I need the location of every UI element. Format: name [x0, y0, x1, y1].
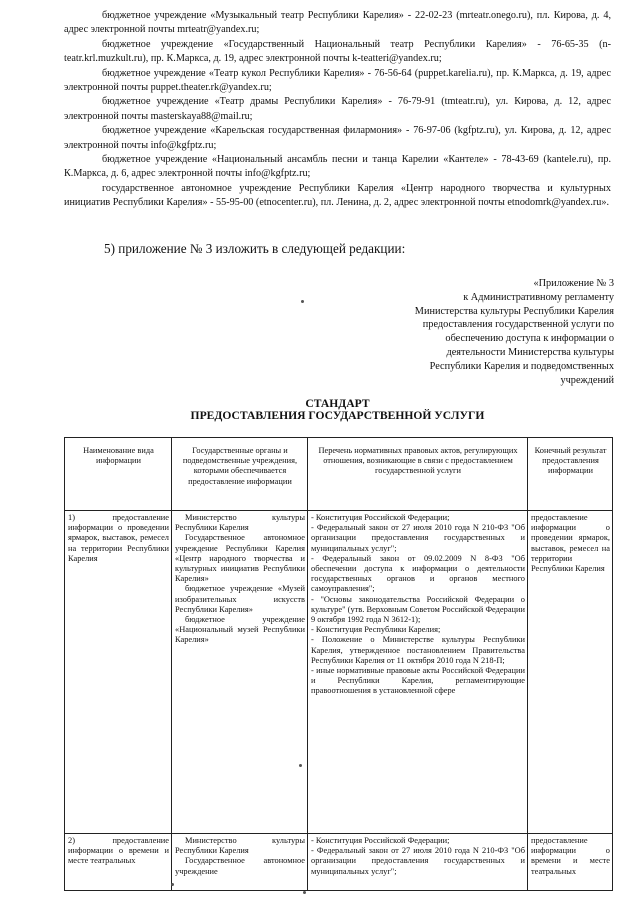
appendix-reference: [364, 277, 614, 387]
intro-paragraph: бюджетное учреждение «Национальный ансамбль песни и танца Карелии «Кантеле» - 78-43-69 (kantele.ru), пр. К.Маркса, д. 6, адрес электронной почты info@kgfptz.ru;: [64, 154, 611, 180]
intro-paragraph: бюджетное учреждение «Карельская государственная филармония» - 76-97-06 (kgfptz.ru), ул. Кирова, д. 12, адрес электронной почты info@kgfptz.ru;: [64, 125, 611, 151]
standard-table: [64, 437, 613, 891]
intro-paragraph: бюджетное учреждение «Театр драмы Республики Карелия» - 76-79-91 (tmteatr.ru), ул. Кирова, д. 12, адрес электронной почты masterskaya88@mail.ru;: [64, 96, 611, 122]
cell-legal-acts: [308, 511, 528, 834]
table-row: [65, 511, 613, 834]
intro-text: [64, 9, 611, 211]
organ-entry: бюджетное учреждение «Музей изобразительных искусств Республики Карелия»: [175, 584, 305, 614]
standard-subtitle-line: ПРЕДОСТАВЛЕНИЯ ГОСУДАРСТВЕННОЙ УСЛУГИ: [190, 409, 485, 423]
point-5-heading: 5) приложение № 3 изложить в следующей редакции:: [104, 241, 406, 256]
legal-act: - Конституция Российской Федерации;: [311, 836, 450, 845]
scan-speck: [171, 883, 174, 886]
header-info-type: Наименование вида информации: [65, 438, 172, 511]
scan-speck: [301, 300, 304, 303]
header-organs: Государственные органы и подведомственные учреждения, которыми обеспечивается предоставление информации: [172, 438, 308, 511]
standard-title: [64, 398, 611, 423]
cell-info-type: 2) предоставление информации о времени и месте театральных: [65, 834, 172, 891]
cell-info-type: 1) предоставление информации о проведении ярмарок, выставок, ремесел на территории Республики Карелия: [65, 511, 172, 834]
appendix-line: обеспечению доступа к информации о: [445, 333, 614, 345]
legal-act: - Конституция Республики Карелия;: [311, 625, 441, 635]
appendix-line: Республики Карелия и подведомственных: [429, 360, 614, 372]
legal-act: - "Основы законодательства Российской Федерации о культуре" (утв. Верховным Советом Российской Федерации 9 октября 1992 года N 3612-1);: [311, 594, 525, 625]
header-result: Конечный результат предоставления информации: [528, 438, 613, 511]
table-header-row: [65, 438, 613, 511]
intro-paragraph: бюджетное учреждение «Театр кукол Республики Карелия» - 76-56-64 (puppet.karelia.ru), пр. К.Маркса, д. 19, адрес электронной почты puppet.theater.rk@yandex.ru;: [64, 67, 611, 94]
cell-organs: [172, 834, 308, 891]
standard-title-line: СТАНДАРТ: [305, 397, 370, 410]
header-legal-acts: Перечень нормативных правовых актов, регулирующих отношения, возникающие в связи с предоставлением государственной услуги: [308, 438, 528, 511]
cell-legal-acts: [308, 834, 528, 891]
table-row: [65, 834, 613, 891]
legal-act: - Конституция Российской Федерации;: [311, 513, 450, 522]
cell-result: предоставление информации о времени и месте театральных: [528, 834, 613, 891]
cell-organs: [172, 511, 308, 834]
scan-speck: [299, 764, 302, 767]
legal-act: - иные нормативные правовые акты Российской Федерации и Республики Карелия, регламентирующие правоотношения в установленной сфере: [311, 666, 525, 696]
appendix-line: «Приложение № 3: [533, 278, 614, 289]
legal-act: - Федеральный закон от 27 июля 2010 года N 210-ФЗ "Об организации предоставления государственных и муниципальных услуг";: [311, 523, 525, 553]
organ-entry: бюджетное учреждение «Национальный музей Республики Карелия»: [175, 615, 305, 645]
intro-paragraph: бюджетное учреждение «Государственный Национальный театр Республики Карелия» - 76-65-35 (n-teatr.krl.muzkult.ru), пр. К.Маркса, д. 19, адрес электронной почты k-teatteri@yandex.ru;: [64, 38, 611, 65]
organ-entry: Государственное автономное учреждение: [175, 856, 305, 876]
scan-speck: [303, 891, 306, 894]
organ-entry: Министерство культуры Республики Карелия: [175, 836, 305, 856]
appendix-line: деятельности Министерства культуры: [446, 346, 614, 358]
legal-act: - Федеральный закон от 09.02.2009 N 8-ФЗ "Об обеспечении доступа к информации о деятельности государственных органов и органов местного самоуправления";: [311, 553, 525, 594]
appendix-line: Министерства культуры Республики Карелия: [414, 305, 614, 317]
appendix-line: учреждений: [560, 374, 614, 386]
legal-act: - Федеральный закон от 27 июля 2010 года N 210-ФЗ "Об организации предоставления государственных и муниципальных услуг";: [311, 846, 525, 876]
appendix-line: к Административному регламенту: [463, 291, 614, 303]
organ-entry: Министерство культуры Республики Карелия: [175, 513, 305, 533]
cell-result: предоставление информации о проведении ярмарок, выставок, ремесел на территории Республики Карелия: [528, 511, 613, 834]
legal-act: - Положение о Министерстве культуры Республики Карелия, утвержденное постановлением Правительства Республики Карелия от 11 октября 2010 года N 218-П;: [311, 635, 525, 665]
appendix-line: предоставления государственной услуги по: [422, 319, 614, 331]
organ-entry: Государственное автономное учреждение Республики Карелия «Центр народного творчества и культурных инициатив Республики Карелия»: [175, 533, 305, 584]
intro-paragraph: государственное автономное учреждение Республики Карелия «Центр народного творчества и культурных инициатив Республики Карелия» - 55-95-00 (etnocenter.ru), пл. Ленина, д. 2, адрес электронной почты etnodomrk@yandex.ru».: [64, 182, 611, 209]
intro-paragraph: бюджетное учреждение «Музыкальный театр Республики Карелия» - 22-02-23 (mrteatr.onego.ru), пл. Кирова, д. 4, адрес электронной почты mrteatr@yandex.ru;: [64, 10, 611, 36]
